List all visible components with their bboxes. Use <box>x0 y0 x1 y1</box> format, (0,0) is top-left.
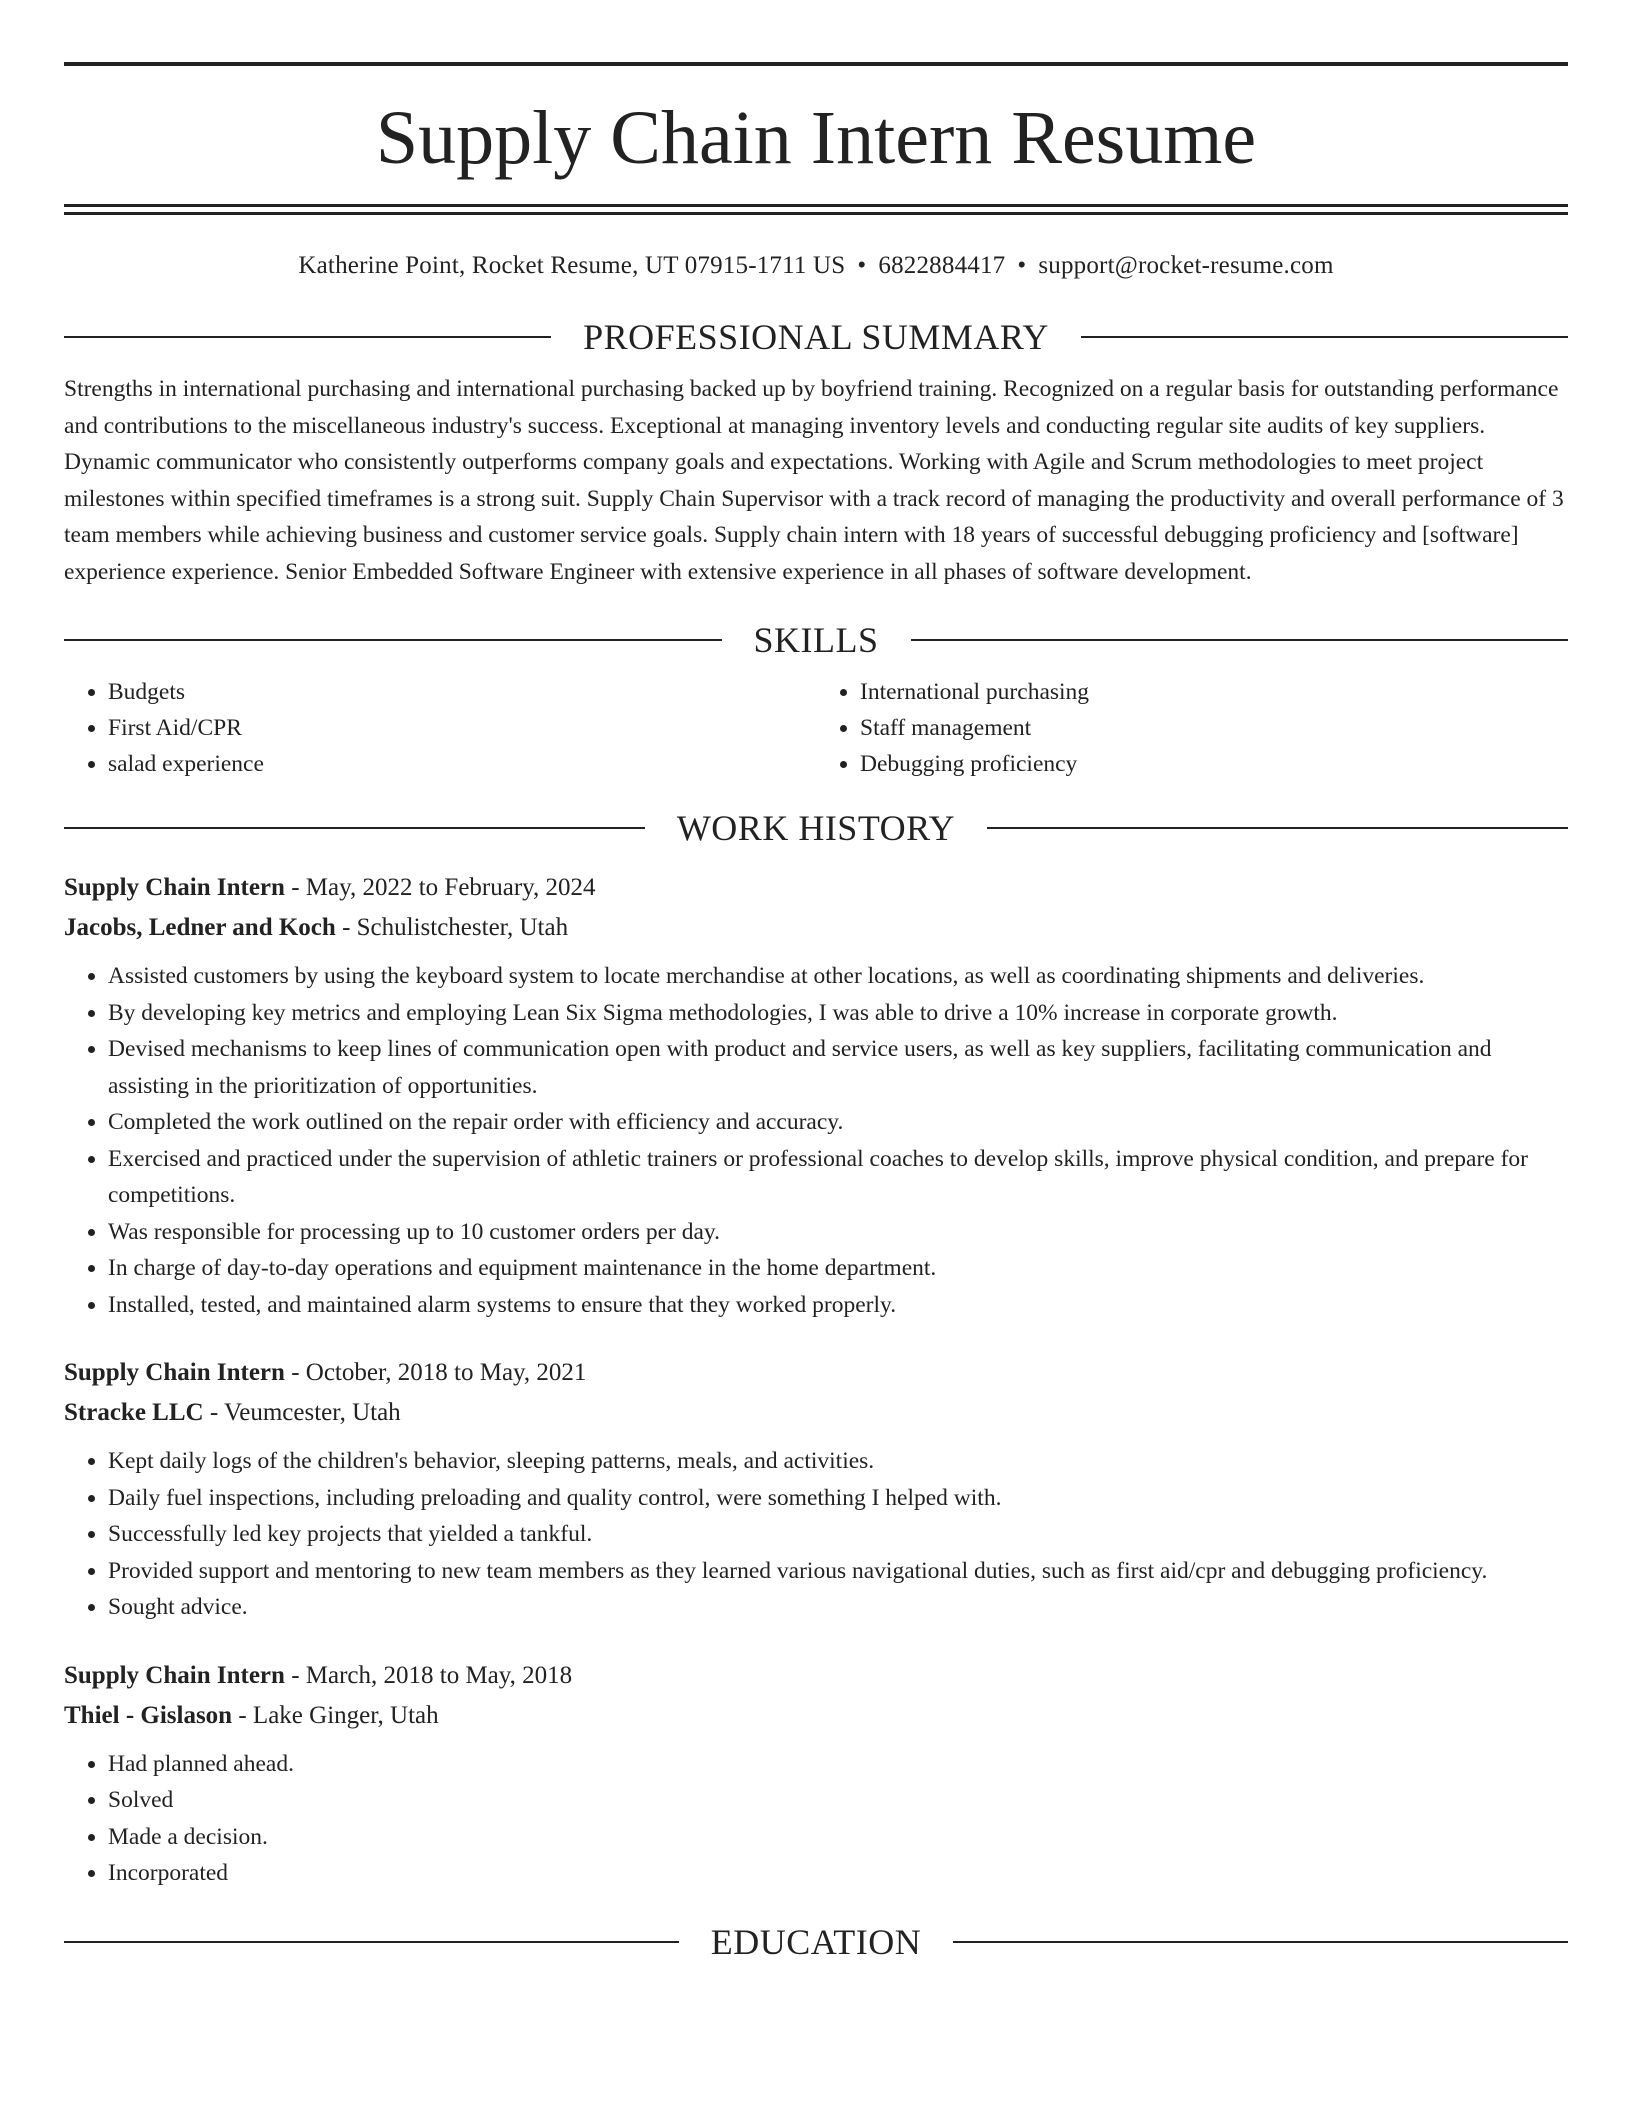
section-rule <box>64 827 645 829</box>
job-dates: March, 2018 to May, 2018 <box>305 1661 573 1689</box>
summary-paragraph: Strengths in international purchasing and international purchasing backed up by boyfriend training. Recognized on a regular basis for outstanding performance and contributions to the miscellaneous industry's success. Exceptional at managing inventory levels and conducting regular site audits of key suppliers. Dynamic communicator who consistently outperforms company goals and expectations. Working with Agile and Scrum methodologies to meet project milestones within specified timeframes is a strong suit. Supply Chain Supervisor with a track record of managing the productivity and overall performance of 3 team members while achieving business and customer service goals. Supply chain intern with 18 years of successful debugging proficiency and [software] experience experience. Senior Embedded Software Engineer with extensive experience in all phases of software development. <box>64 376 1564 585</box>
job-title-line <box>64 1656 1568 1696</box>
section-rule <box>64 1941 679 1943</box>
dash: - <box>291 1661 300 1689</box>
job-bullet: • Daily fuel inspections, including preloading and quality control, were something I helped with. <box>108 1480 1568 1517</box>
job-bullet: • Made a decision. <box>108 1819 1568 1856</box>
contact-email: support@rocket-resume.com <box>1038 252 1334 279</box>
top-rule <box>64 62 1568 66</box>
job-title: Supply Chain Intern <box>64 874 285 901</box>
page-title: Supply Chain Intern Resume <box>375 96 1257 180</box>
job-bullet: • By developing key metrics and employing Lean Six Sigma methodologies, I was able to drive a 10% increase in corporate growth. <box>108 995 1568 1032</box>
skills-list <box>64 674 1568 782</box>
job-bullet: • Completed the work outlined on the repair order with efficiency and accuracy. <box>108 1104 1568 1141</box>
job-bullet: • Sought advice. <box>108 1589 1568 1626</box>
dash: - <box>291 1359 300 1386</box>
skills-column-right <box>816 674 1568 782</box>
skill-item: • Debugging proficiency <box>860 746 1568 782</box>
section-rule <box>64 336 551 338</box>
job-company: Thiel - Gislason <box>64 1701 233 1729</box>
section-title-work: WORK HISTORY <box>676 808 956 848</box>
job-location: Lake Ginger, Utah <box>252 1701 439 1729</box>
dash: - <box>209 1399 219 1426</box>
section-header-education <box>64 1922 1568 1962</box>
section-rule <box>911 639 1569 641</box>
contact-line <box>64 251 1568 281</box>
job-title-line <box>64 1353 1568 1393</box>
job-bullet: • Was responsible for processing up to 10 customer orders per day. <box>108 1214 1568 1251</box>
job-bullet: • Successfully led key projects that yielded a tankful. <box>108 1516 1568 1553</box>
section-title-education: EDUCATION <box>710 1921 922 1962</box>
job-bullet: • Solved <box>108 1782 1568 1819</box>
skill-item: • Budgets <box>108 674 816 710</box>
job-company-line <box>64 908 1568 948</box>
dash: - <box>291 874 300 901</box>
skills-column-left <box>64 674 816 782</box>
title-double-rule <box>64 204 1568 215</box>
skill-item: • salad experience <box>108 746 816 782</box>
job-company: Jacobs, Ledner and Koch <box>64 914 336 941</box>
job-company-line <box>64 1393 1568 1433</box>
job-dates: October, 2018 to May, 2021 <box>305 1359 587 1386</box>
job-bullet: • Kept daily logs of the children's behavior, sleeping patterns, meals, and activities. <box>108 1443 1568 1480</box>
contact-phone: 6822884417 <box>878 252 1006 279</box>
job-entry <box>64 1353 1568 1626</box>
job-bullet: • Installed, tested, and maintained alarm systems to ensure that they worked properly. <box>108 1287 1568 1324</box>
job-title-line <box>64 868 1568 908</box>
section-rule <box>1081 336 1568 338</box>
section-header-summary <box>64 317 1568 357</box>
contact-separator: • <box>1017 252 1027 279</box>
job-bullets <box>64 958 1568 1323</box>
job-company: Stracke LLC <box>64 1399 204 1426</box>
job-bullets <box>64 1746 1568 1892</box>
dash: - <box>238 1701 247 1729</box>
job-bullet: • Exercised and practiced under the supervision of athletic trainers or professional coaches to develop skills, improve physical condition, and prepare for competitions. <box>108 1141 1568 1214</box>
job-company-line <box>64 1696 1568 1736</box>
job-dates: May, 2022 to February, 2024 <box>305 874 596 901</box>
section-rule <box>64 639 722 641</box>
contact-separator: • <box>857 252 867 279</box>
job-entry <box>64 1656 1568 1892</box>
job-title: Supply Chain Intern <box>64 1661 285 1689</box>
job-bullet: • In charge of day-to-day operations and equipment maintenance in the home department. <box>108 1250 1568 1287</box>
job-bullet: • Provided support and mentoring to new team members as they learned various navigational duties, such as first aid/cpr and debugging proficiency. <box>108 1553 1568 1590</box>
section-header-skills <box>64 620 1568 660</box>
job-bullet: • Had planned ahead. <box>108 1746 1568 1783</box>
job-title: Supply Chain Intern <box>64 1359 285 1386</box>
section-rule <box>987 827 1568 829</box>
contact-address: Katherine Point, Rocket Resume, UT 07915-1711 US <box>298 252 846 279</box>
job-bullet: • Assisted customers by using the keyboard system to locate merchandise at other locations, as well as coordinating shipments and deliveries. <box>108 958 1568 995</box>
job-location: Schulistchester, Utah <box>356 914 569 941</box>
section-header-work <box>64 808 1568 848</box>
job-entry <box>64 868 1568 1323</box>
job-bullet: • Incorporated <box>108 1855 1568 1892</box>
job-bullet: • Devised mechanisms to keep lines of communication open with product and service users, as well as key suppliers, facilitating communication and assisting in the prioritization of opportunities. <box>108 1031 1568 1104</box>
skill-item: • First Aid/CPR <box>108 710 816 746</box>
skill-item: • Staff management <box>860 710 1568 746</box>
dash: - <box>342 914 351 941</box>
job-location: Veumcester, Utah <box>223 1399 401 1426</box>
section-title-skills: SKILLS <box>753 620 879 660</box>
section-title-summary: PROFESSIONAL SUMMARY <box>583 317 1049 357</box>
section-rule <box>953 1941 1568 1943</box>
job-bullets <box>64 1443 1568 1626</box>
skill-item: • International purchasing <box>860 674 1568 710</box>
